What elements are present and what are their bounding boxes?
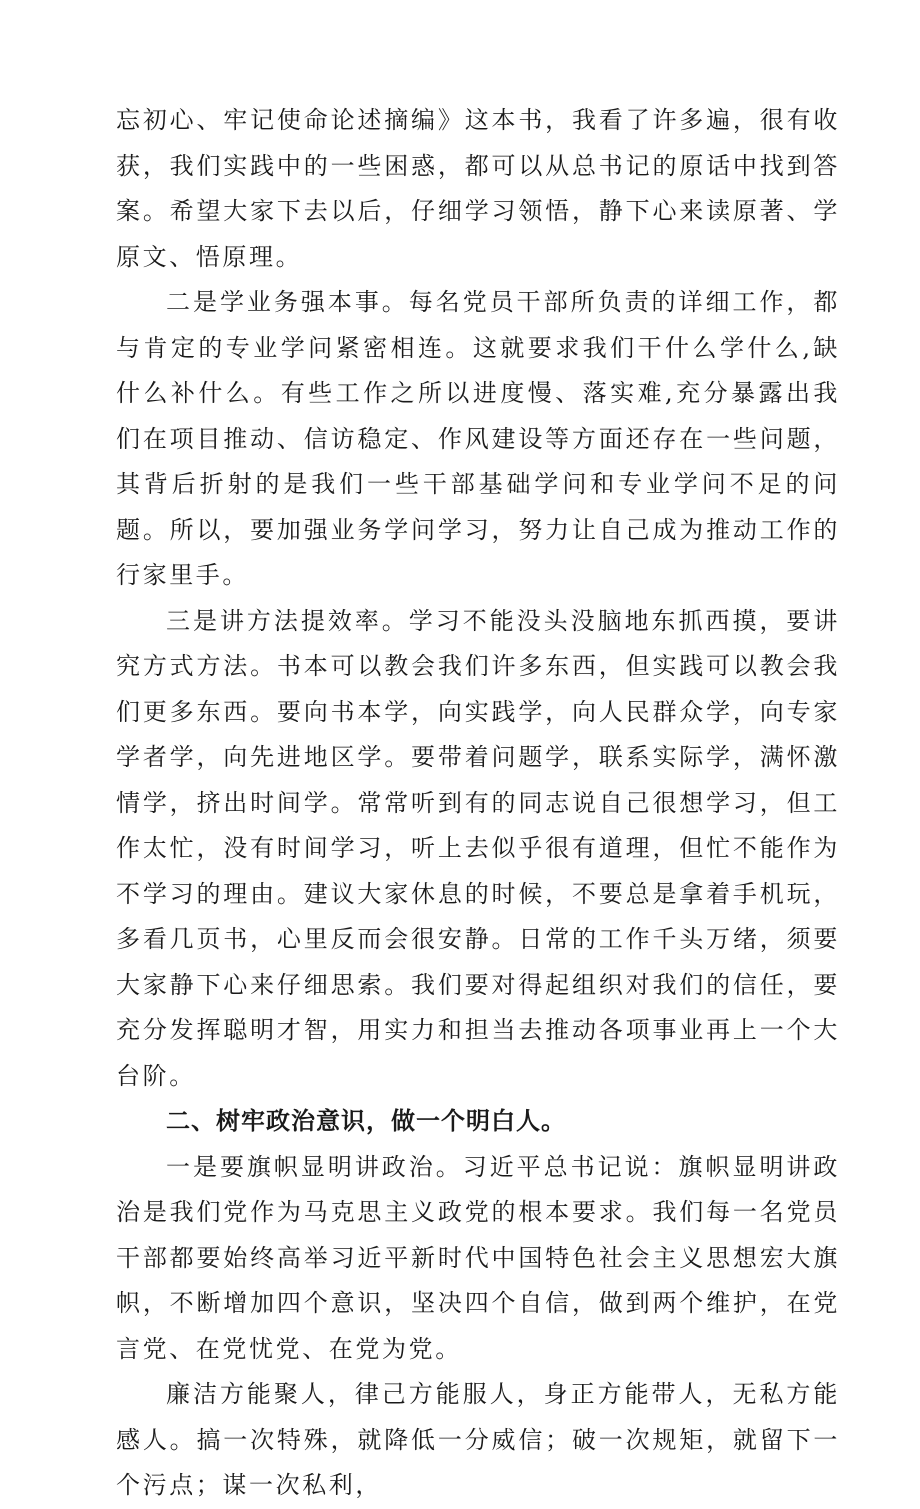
paragraph-political-banner: 一是要旗帜显明讲政治。习近平总书记说：旗帜显明讲政治是我们党作为马克思主义政党的根本要求。我们每一名党员干部都要始终高举习近平新时代中国特色社会主义思想宏大旗帜，不断增加四个意识，坚决四个自信，做到两个维护，在党言党、在党忧党、在党为党。 [116, 1152, 840, 1363]
paragraph-continuation: 忘初心、牢记使命论述摘编》这本书，我看了许多遍，很有收获，我们实践中的一些困惑，都可以从总书记的原话中找到答案。希望大家下去以后，仔细学习领悟，静下心来读原著、学原文、悟原理。 [116, 106, 840, 271]
paragraph-integrity: 廉洁方能聚人，律己方能服人，身正方能带人，无私方能感人。搞一次特殊，就降低一分威信；破一次规矩，就留下一个污点；谋一次私利， [116, 1380, 840, 1499]
paragraph-study-methods: 三是讲方法提效率。学习不能没头没脑地东抓西摸，要讲究方式方法。书本可以教会我们许多东西，但实践可以教会我们更多东西。要向书本学，向实践学，向人民群众学，向专家学者学，向先进地区学。要带着问题学，联系实际学，满怀激情学，挤出时间学。常常听到有的同志说自己很想学习，但工作太忙，没有时间学习，听上去似乎很有道理，但忙不能作为不学习的理由。建议大家休息的时候，不要总是拿着手机玩，多看几页书，心里反而会很安静。日常的工作千头万绪，须要大家静下心来仔细思索。我们要对得起组织对我们的信任，要充分发挥聪明才智，用实力和担当去推动各项事业再上一个大台阶。 [116, 606, 840, 1090]
document-body [116, 98, 840, 1509]
paragraph-business-skills: 二是学业务强本事。每名党员干部所负责的详细工作，都与肯定的专业学问紧密相连。这就要求我们干什么学什么,缺什么补什么。有些工作之所以进度慢、落实难,充分暴露出我们在项目推动、信访稳定、作风建设等方面还存在一些问题，其背后折射的是我们一些干部基础学问和专业学问不足的问题。所以，要加强业务学问学习，努力让自己成为推动工作的行家里手。 [116, 288, 840, 589]
section-heading-political-awareness: 二、树牢政治意识，做一个明白人。 [166, 1107, 566, 1135]
